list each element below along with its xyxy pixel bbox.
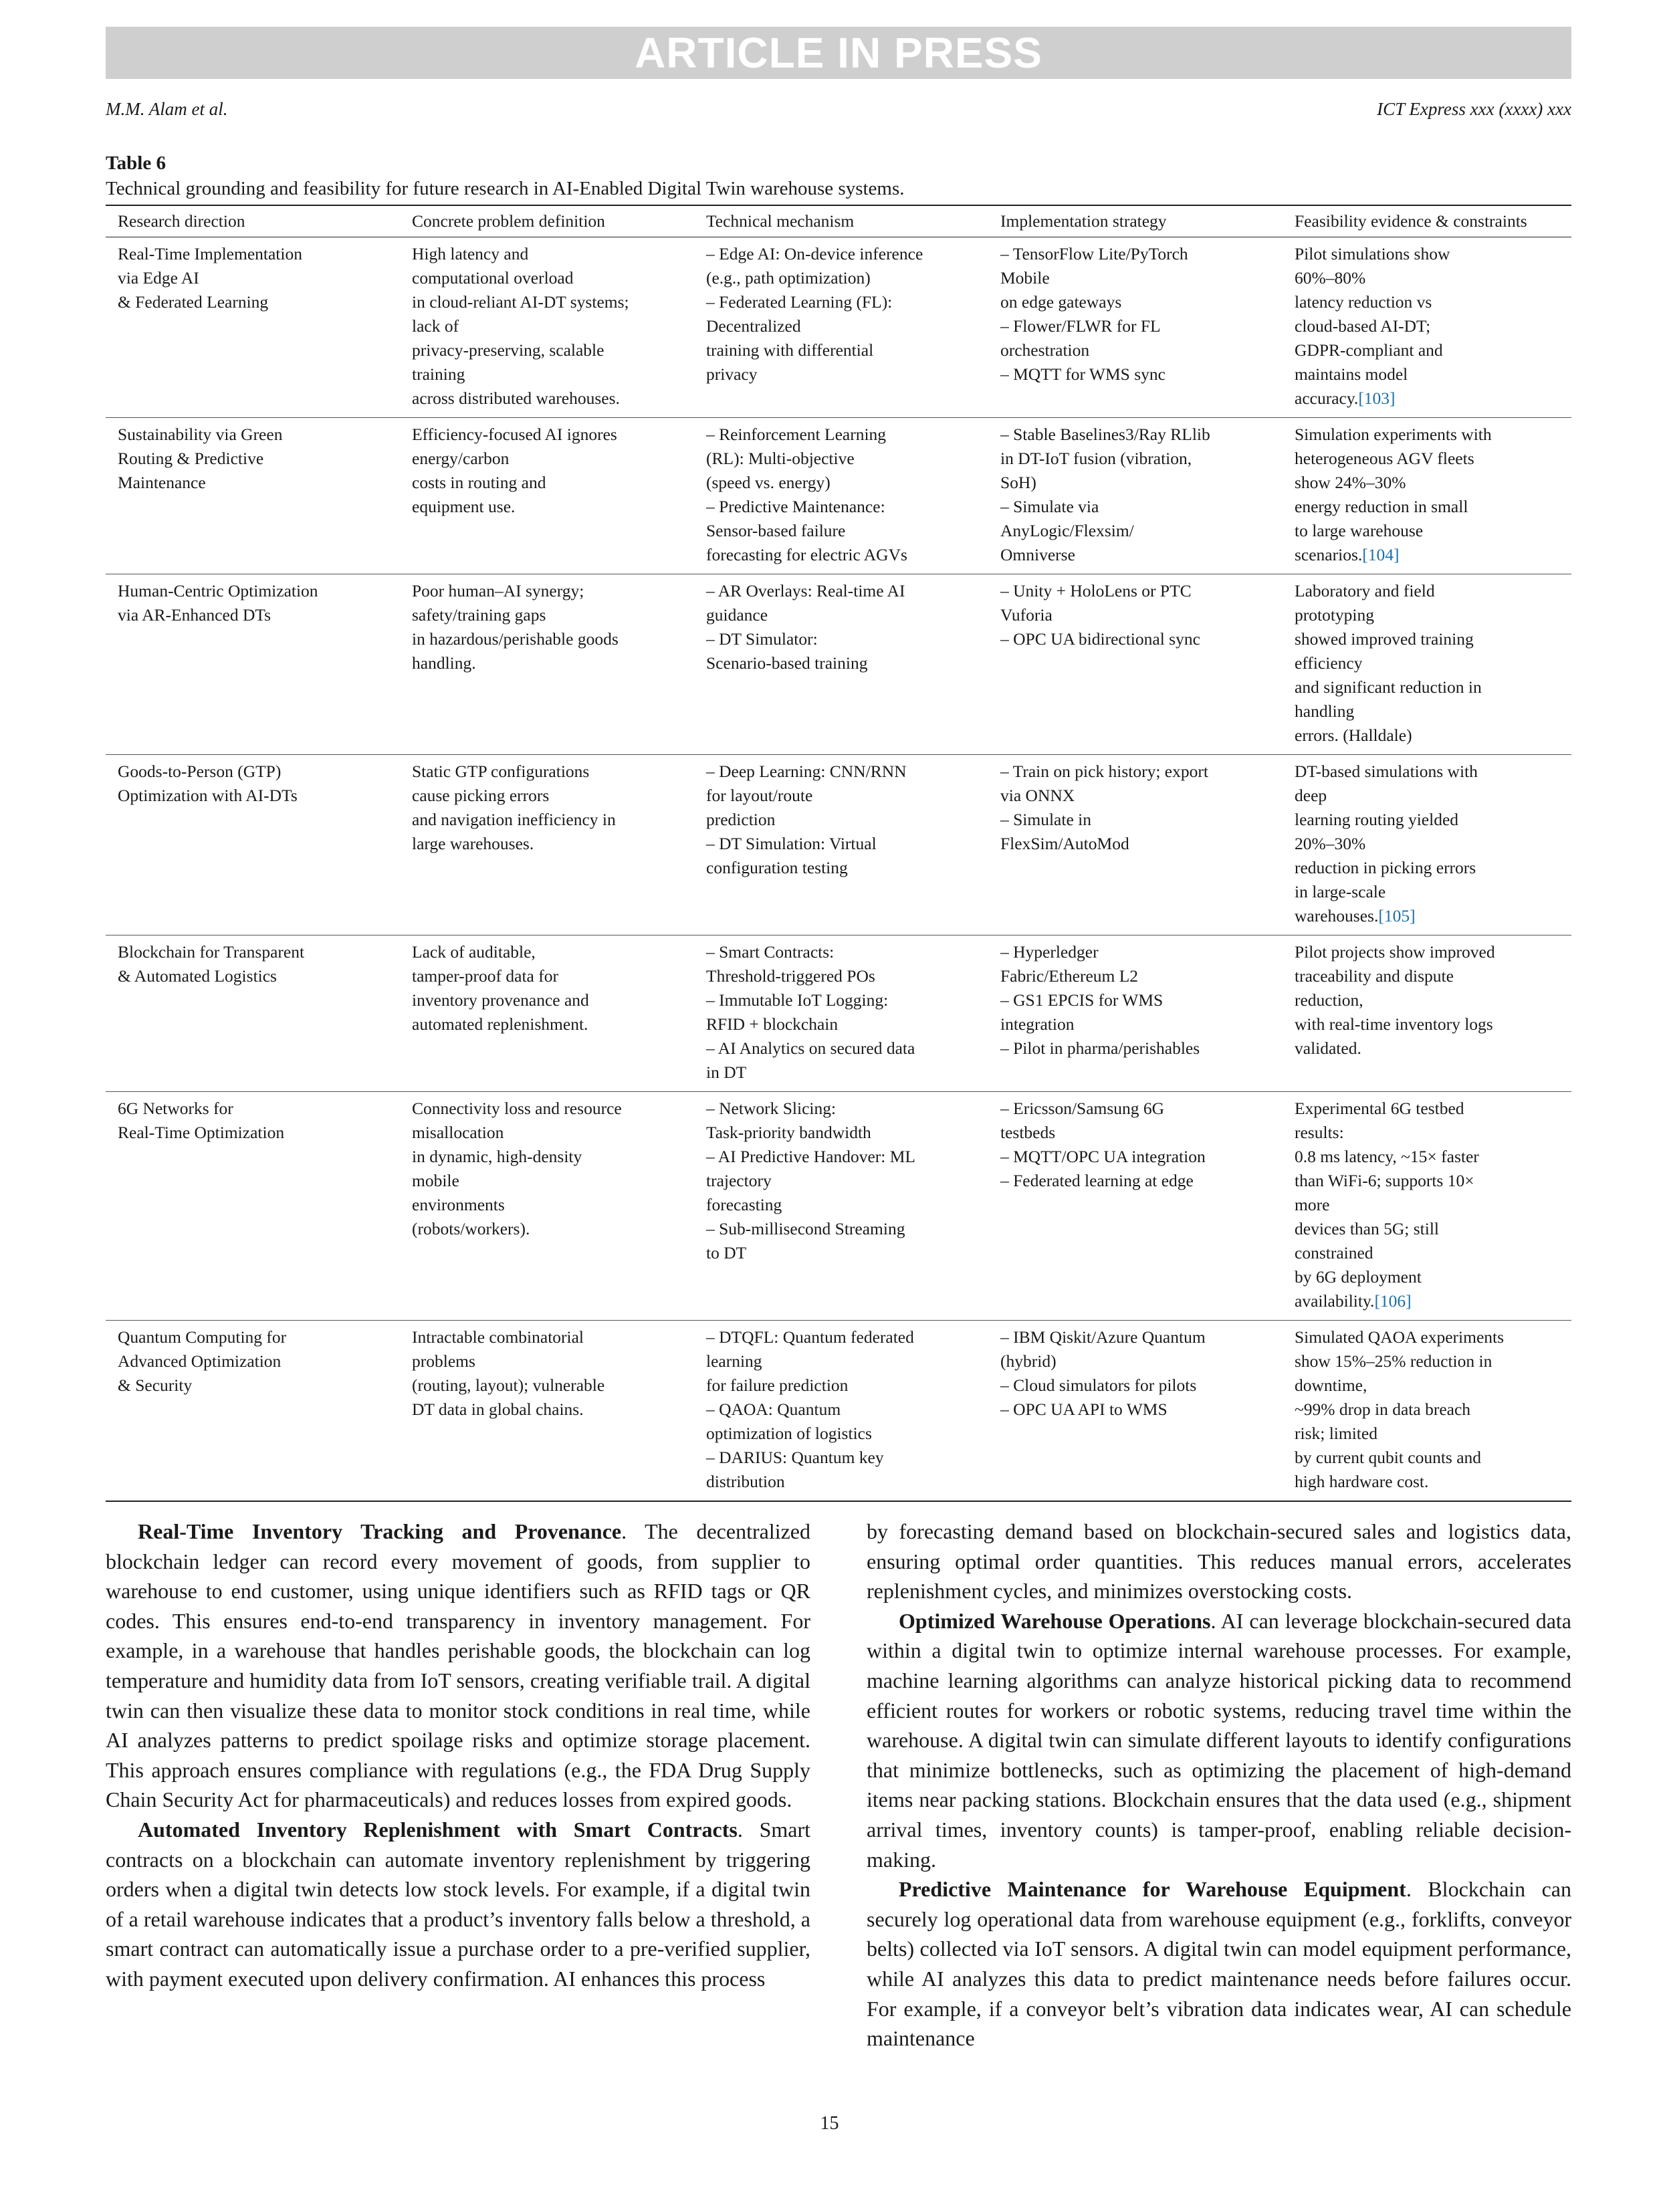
table-body [106,237,1571,1502]
cell-line: via Edge AI [118,268,199,288]
research-direction-cell [106,1092,400,1321]
cell-line: – Immutable IoT Logging: [706,990,889,1010]
paragraph-heading: Optimized Warehouse Operations [899,1608,1211,1633]
cell-line: – DT Simulation: Virtual [706,834,877,853]
cell-line: – QAOA: Quantum [706,1400,841,1419]
citation-link[interactable]: [104] [1362,545,1400,564]
implementation-strategy-cell [988,755,1283,935]
paragraph-text: . Blockchain can securely log operational data from warehouse equipment (e.g., forklifts, conveyor belts) collected via IoT sensors. A digital twin can model equipment performance, while AI analyzes this data to predict maintenance needs before failures occur. For example, if a conveyor belt’s vibration data indicates wear, AI can schedule maintenance [867,1877,1571,2051]
table-row [106,418,1571,574]
paragraph-inventory-replenishment [106,1815,810,1994]
feasibility-evidence-cell [1283,755,1571,935]
feasibility-evidence-cell [1283,574,1571,755]
cell-line: Pilot projects show improved [1295,942,1495,962]
paragraph-heading: Predictive Maintenance for Warehouse Equipment [899,1877,1406,1902]
cell-line-text: warehouses. [1295,906,1379,925]
cell-line: (e.g., path optimization) [706,268,871,288]
cell-line: 6G Networks for [118,1099,233,1118]
cell-line [1295,386,1566,411]
cell-line: privacy-preserving, scalable [412,340,604,360]
implementation-strategy-cell [988,237,1283,418]
cell-line: – AI Predictive Handover: ML [706,1147,916,1166]
header-problem-definition: Concrete problem definition [400,205,694,237]
cell-line: on edge gateways [1000,292,1122,312]
technical-mechanism-cell [694,574,988,755]
cell-line: Pilot simulations show [1295,244,1450,263]
problem-definition-cell [400,1321,694,1502]
implementation-strategy-cell [988,1092,1283,1321]
cell-line: – Cloud simulators for pilots [1000,1375,1197,1395]
cell-line: Real-Time Optimization [118,1123,285,1142]
cell-line: Efficiency-focused AI ignores [412,425,617,444]
citation-link[interactable]: [103] [1358,389,1396,408]
cell-line [1295,904,1566,928]
cell-line: and significant reduction in [1295,677,1482,697]
cell-line: – Unity + HoloLens or PTC [1000,581,1192,600]
cell-line: in DT [706,1063,747,1082]
cell-line: heterogeneous AGV fleets [1295,449,1474,468]
paragraph-predictive-maintenance [867,1874,1571,2054]
cell-line: for layout/route [706,786,813,805]
cell-line: – MQTT/OPC UA integration [1000,1147,1206,1166]
cell-line: integration [1000,1014,1075,1034]
cell-line: Experimental 6G testbed [1295,1099,1464,1118]
cell-line: automated replenishment. [412,1014,588,1034]
research-direction-cell [106,1321,400,1502]
cell-line: energy reduction in small [1295,497,1468,516]
cell-line: lack of [412,316,459,336]
cell-line: Simulated QAOA experiments [1295,1327,1505,1347]
cell-line: AnyLogic/Flexsim/ [1000,521,1134,540]
cell-line: – DTQFL: Quantum federated [706,1327,914,1347]
cell-line: traceability and dispute [1295,966,1454,986]
table-row [106,1092,1571,1321]
cell-line: – Train on pick history; export [1000,762,1208,781]
cell-line: large warehouses. [412,834,534,853]
header-research-direction: Research direction [106,205,400,237]
cell-line: energy/carbon [412,449,510,468]
header-implementation-strategy: Implementation strategy [988,205,1283,237]
cell-line: by current qubit counts and [1295,1448,1482,1467]
cell-line-text: accuracy. [1295,389,1359,408]
cell-line: tamper-proof data for [412,966,558,986]
cell-line: Sustainability via Green [118,425,283,444]
cell-line: distribution [706,1472,785,1491]
table-label: Table 6 [106,152,166,174]
cell-line: Intractable combinatorial [412,1327,584,1347]
page-number: 15 [820,2113,839,2134]
cell-line: DT data in global chains. [412,1400,584,1419]
cell-line: – Simulate in [1000,810,1091,829]
cell-line: Poor human–AI synergy; [412,581,584,600]
table-row [106,755,1571,935]
cell-line: 0.8 ms latency, ~15× faster [1295,1147,1479,1166]
cell-line: – AR Overlays: Real-time AI [706,581,905,600]
cell-line: and navigation inefficiency in [412,810,616,829]
cell-line: 20%–30% [1295,834,1366,853]
cell-line: Lack of auditable, [412,942,536,962]
table-header-row [106,205,1571,237]
paragraph-inventory-tracking [106,1517,810,1815]
cell-line: SoH) [1000,473,1036,492]
research-direction-cell [106,237,400,418]
cell-line: – Edge AI: On-device inference [706,244,923,263]
cell-line: show 24%–30% [1295,473,1406,492]
cell-line: Fabric/Ethereum L2 [1000,966,1139,986]
cell-line: downtime, [1295,1375,1367,1395]
technical-mechanism-cell [694,1321,988,1502]
cell-line: devices than 5G; still [1295,1219,1440,1238]
implementation-strategy-cell [988,1321,1283,1502]
problem-definition-cell [400,574,694,755]
cell-line: Quantum Computing for [118,1327,287,1347]
cell-line-text: availability. [1295,1291,1375,1311]
cell-line: Optimization with AI-DTs [118,786,298,805]
technical-mechanism-cell [694,1092,988,1321]
cell-line: – Sub-millisecond Streaming [706,1219,905,1238]
cell-line: – MQTT for WMS sync [1000,364,1166,384]
research-direction-cell [106,574,400,755]
technical-mechanism-cell [694,237,988,418]
cell-line: training [412,364,465,384]
cell-line: show 15%–25% reduction in [1295,1351,1492,1371]
cell-line: configuration testing [706,858,848,877]
cell-line: Human-Centric Optimization [118,581,318,600]
implementation-strategy-cell [988,574,1283,755]
cell-line: Real-Time Implementation [118,244,302,263]
cell-line: mobile [412,1171,459,1190]
problem-definition-cell [400,418,694,574]
feasibility-evidence-cell [1283,418,1571,574]
citation-link[interactable]: [105] [1378,906,1416,925]
running-head-authors: M.M. Alam et al. [106,99,228,119]
cell-line: & Federated Learning [118,292,269,312]
cell-line: than WiFi-6; supports 10× [1295,1171,1474,1190]
cell-line: – DT Simulator: [706,629,818,649]
cell-line: training with differential [706,340,874,360]
cell-line: inventory provenance and [412,990,589,1010]
cell-line: efficiency [1295,653,1363,673]
cell-line: FlexSim/AutoMod [1000,834,1129,853]
table-row [106,574,1571,755]
cell-line: via ONNX [1000,786,1075,805]
cell-line: Maintenance [118,473,206,492]
cell-line: risk; limited [1295,1424,1377,1443]
cell-line: Static GTP configurations [412,762,590,781]
cell-line: Routing & Predictive [118,449,264,468]
cell-line: in dynamic, high-density [412,1147,582,1166]
paragraph-heading: Real-Time Inventory Tracking and Provenance [138,1519,622,1543]
cell-line [1295,543,1566,567]
cell-line: – Reinforcement Learning [706,425,887,444]
cell-line: reduction, [1295,990,1363,1010]
cell-line: Blockchain for Transparent [118,942,305,962]
cell-line: handling. [412,653,476,673]
cell-line: – Smart Contracts: [706,942,835,962]
cell-line: – Federated learning at edge [1000,1171,1194,1190]
cell-line: DT-based simulations with [1295,762,1478,781]
cell-line: high hardware cost. [1295,1472,1429,1491]
cell-line: (robots/workers). [412,1219,530,1238]
cell-line: reduction in picking errors [1295,858,1476,877]
cell-line: & Security [118,1375,193,1395]
cell-line: environments [412,1195,505,1214]
cell-line: prototyping [1295,605,1374,625]
running-head-journal: ICT Express xxx (xxxx) xxx [1377,99,1571,119]
cell-line: in cloud-reliant AI-DT systems; [412,292,629,312]
cell-line: – IBM Qiskit/Azure Quantum [1000,1327,1206,1347]
citation-link[interactable]: [106] [1374,1291,1412,1311]
paragraph-text: . The decentralized blockchain ledger can record every movement of goods, from supplier to warehouse to end customer, using unique identifiers such as RFID tags or QR codes. This ensures end-to-end transparency in inventory management. For example, in a warehouse that handles perishable goods, the blockchain can log temperature and humidity data from IoT sensors, creating verifiable trail. A digital twin can then visualize these data to monitor stock conditions in real time, while AI analyzes patterns to predict spoilage risks and optimize storage placement. This approach ensures compliance with regulations (e.g., the FDA Drug Supply Chain Security Act for pharmaceuticals) and reduces losses from expired goods. [106,1519,811,1812]
cell-line: deep [1295,786,1327,805]
cell-line: – Simulate via [1000,497,1099,516]
feasibility-evidence-cell [1283,237,1571,418]
implementation-strategy-cell [988,935,1283,1092]
cell-line: problems [412,1351,475,1371]
feasibility-evidence-cell [1283,935,1571,1092]
cell-line: in DT-IoT fusion (vibration, [1000,449,1192,468]
paragraph-heading: Automated Inventory Replenishment with Smart Contracts [138,1817,738,1842]
cell-line: costs in routing and [412,473,546,492]
cell-line: – Network Slicing: [706,1099,837,1118]
cell-line [1295,1289,1566,1313]
cell-line: orchestration [1000,340,1090,360]
cell-line: testbeds [1000,1123,1056,1142]
cell-line: across distributed warehouses. [412,389,620,408]
feasibility-evidence-cell [1283,1092,1571,1321]
article-in-press-banner: ARTICLE IN PRESS [106,27,1571,79]
paragraph-warehouse-operations [867,1606,1571,1874]
cell-line: Vuforia [1000,605,1053,625]
paragraph-text: . AI can leverage blockchain-secured data within a digital twin to optimize internal warehouse processes. For example, machine learning algorithms can analyze historical picking data to recommend efficient routes for workers or robotic systems, reducing travel time within the warehouse. A digital twin can simulate different layouts to identify configurations that minimize bottlenecks, such as optimizing the placement of high-demand items near packing stations. Blockchain ensures that the data used (e.g., shipment arrival times, inventory counts) is tamper-proof, enabling reliable decision-making. [867,1608,1571,1872]
cell-line: Omniverse [1000,545,1075,564]
cell-line: cloud-based AI-DT; [1295,316,1431,336]
cell-line: – Hyperledger [1000,942,1099,962]
cell-line: (hybrid) [1000,1351,1057,1371]
cell-line: misallocation [412,1123,504,1142]
cell-line: constrained [1295,1243,1373,1262]
cell-line: Simulation experiments with [1295,425,1492,444]
table-row [106,237,1571,418]
problem-definition-cell [400,935,694,1092]
paragraph-continuation: by forecasting demand based on blockchain-secured sales and logistics data, ensuring optimal order quantities. This reduces manual errors, accelerates replenishment cycles, and minimizes overstocking costs. [867,1519,1571,1603]
cell-line: Mobile [1000,268,1050,288]
problem-definition-cell [400,755,694,935]
technical-mechanism-cell [694,935,988,1092]
cell-line: by 6G deployment [1295,1267,1422,1287]
cell-line: to large warehouse [1295,521,1424,540]
cell-line: – OPC UA API to WMS [1000,1400,1168,1419]
cell-line: – Flower/FLWR for FL [1000,316,1161,336]
cell-line: handling [1295,701,1355,721]
cell-line: in hazardous/perishable goods [412,629,619,649]
cell-line: privacy [706,364,758,384]
problem-definition-cell [400,237,694,418]
research-direction-cell [106,418,400,574]
cell-line: Laboratory and field [1295,581,1435,600]
cell-line: forecasting for electric AGVs [706,545,907,564]
cell-line: Scenario-based training [706,653,868,673]
cell-line: prediction [706,810,776,829]
cell-line: – Ericsson/Samsung 6G [1000,1099,1165,1118]
cell-line: – Deep Learning: CNN/RNN [706,762,907,781]
cell-line: learning routing yielded [1295,810,1459,829]
cell-line: 60%–80% [1295,268,1366,288]
table-caption: Technical grounding and feasibility for future research in AI-Enabled Digital Twin warehouse systems. [106,178,905,199]
cell-line: more [1295,1195,1330,1214]
header-feasibility-evidence: Feasibility evidence & constraints [1283,205,1571,237]
cell-line: Connectivity loss and resource [412,1099,622,1118]
cell-line: safety/training gaps [412,605,546,625]
research-direction-cell [106,935,400,1092]
cell-line: Goods-to-Person (GTP) [118,762,282,781]
cell-line: with real-time inventory logs [1295,1014,1493,1034]
paragraph-text: . Smart contracts on a blockchain can automate inventory replenishment by triggering orders when a digital twin detects low stock levels. For example, if a digital twin of a retail warehouse indicates that a product’s inventory falls below a threshold, a smart contract can automatically issue a purchase order to a pre-verified supplier, with payment executed upon delivery confirmation. AI enhances this process [106,1817,811,1991]
cell-line-text: scenarios. [1295,545,1363,564]
cell-line: – TensorFlow Lite/PyTorch [1000,244,1188,263]
cell-line: – Predictive Maintenance: [706,497,885,516]
cell-line: in large-scale [1295,882,1386,901]
cell-line: Task-priority bandwidth [706,1123,871,1142]
research-table [106,205,1571,1502]
cell-line: – Federated Learning (FL): [706,292,893,312]
cell-line: – DARIUS: Quantum key [706,1448,884,1467]
cell-line: errors. (Halldale) [1295,726,1412,745]
cell-line: computational overload [412,268,574,288]
table-row [106,1321,1571,1502]
research-direction-cell [106,755,400,935]
cell-line: Decentralized [706,316,801,336]
cell-line: (RL): Multi-objective [706,449,855,468]
cell-line: (speed vs. energy) [706,473,831,492]
cell-line: optimization of logistics [706,1424,872,1443]
cell-line: Threshold-triggered POs [706,966,875,986]
cell-line: learning [706,1351,762,1371]
body-column-right [867,1517,1571,2054]
cell-line: GDPR-compliant and [1295,340,1443,360]
technical-mechanism-cell [694,418,988,574]
table-row [106,935,1571,1092]
cell-line: cause picking errors [412,786,550,805]
cell-line: forecasting [706,1195,782,1214]
feasibility-evidence-cell [1283,1321,1571,1502]
cell-line: validated. [1295,1038,1361,1058]
cell-line: High latency and [412,244,529,263]
cell-line: equipment use. [412,497,516,516]
cell-line: to DT [706,1243,747,1262]
cell-line: latency reduction vs [1295,292,1432,312]
cell-line: trajectory [706,1171,772,1190]
cell-line: for failure prediction [706,1375,849,1395]
cell-line: ~99% drop in data breach [1295,1400,1471,1419]
cell-line: RFID + blockchain [706,1014,839,1034]
cell-line: maintains model [1295,364,1408,384]
problem-definition-cell [400,1092,694,1321]
implementation-strategy-cell [988,418,1283,574]
cell-line: – Stable Baselines3/Ray RLlib [1000,425,1210,444]
cell-line: results: [1295,1123,1344,1142]
cell-line: – GS1 EPCIS for WMS [1000,990,1164,1010]
cell-line: – AI Analytics on secured data [706,1038,915,1058]
cell-line: – Pilot in pharma/perishables [1000,1038,1200,1058]
cell-line: Advanced Optimization [118,1351,282,1371]
body-column-left [106,1517,810,1994]
header-technical-mechanism: Technical mechanism [694,205,988,237]
technical-mechanism-cell [694,755,988,935]
cell-line: – OPC UA bidirectional sync [1000,629,1200,649]
cell-line: via AR-Enhanced DTs [118,605,271,625]
cell-line: showed improved training [1295,629,1474,649]
cell-line: (routing, layout); vulnerable [412,1375,605,1395]
cell-line: guidance [706,605,768,625]
cell-line: Sensor-based failure [706,521,846,540]
cell-line: & Automated Logistics [118,966,277,986]
